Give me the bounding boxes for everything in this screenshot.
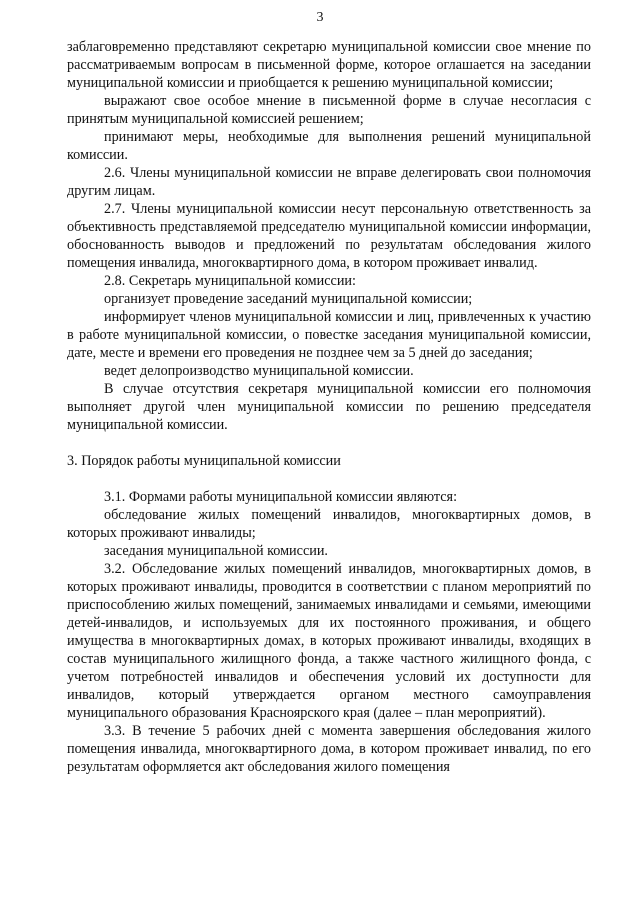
paragraph-records: ведет делопроизводство муниципальной комиссии. (104, 363, 414, 379)
paragraph-3-1: 3.1. Формами работы муниципальной комиссии являются: (104, 489, 458, 505)
paragraph-meetings: заседания муниципальной комиссии. (104, 543, 328, 559)
paragraph-secretary-absence: В случае отсутствия секретаря муниципальной комиссии его полномочия выполняет другой член муниципальной комиссии по решению председателя муниципальной комиссии. (67, 381, 591, 433)
paragraph-3-2: 3.2. Обследование жилых помещений инвалидов, многоквартирных домов, в которых проживают инвалиды, проводится в соответствии с планом мероприятий по приспособлению жилых помещений, занимаемых инвалидами и семьями, имеющими детей-инвалидов, и используемых для их постоянного проживания, и общего имущества в многоквартирных домах, в которых проживают инвалиды, входящих в состав муниципального жилищного фонда, а также частного жилищного фонда, с учетом потребностей инвалидов и обеспечения условий их доступности для инвалидов, который утверждается органом местного самоуправления муниципального образования Красноярского края (далее – план мероприятий). (67, 561, 591, 721)
paragraphs-before-heading (67, 38, 591, 434)
paragraph-measures: принимают меры, необходимые для выполнения решений муниципальной комиссии. (67, 129, 591, 163)
paragraph-dissent: выражают свое особое мнение в письменной форме в случае несогласия с принятым муниципальной комиссией решением; (67, 93, 591, 127)
paragraph-2-6: 2.6. Члены муниципальной комиссии не вправе делегировать свои полномочия другим лицам. (67, 165, 591, 199)
paragraph-informs: информирует членов муниципальной комиссии и лиц, привлеченных к участию в работе муниципальной комиссии, о повестке заседания муниципальной комиссии, дате, месте и времени его проведения не позднее чем за 5 дней до заседания; (67, 309, 591, 361)
paragraphs-after-heading (67, 488, 591, 776)
paragraph-2-7: 2.7. Члены муниципальной комиссии несут персональную ответственность за объективность представляемой председателю муниципальной комиссии информации, обоснованность выводов и предложений по результатам обследования жилого помещения инвалида, многоквартирного дома, в котором проживает инвалид. (67, 201, 591, 271)
document-body (67, 38, 591, 776)
paragraph-member-opinion: заблаговременно представляют секретарю муниципальной комиссии свое мнение по рассматриваемым вопросам в письменной форме, которое оглашается на заседании муниципальной комиссии и приобщается к решению муниципальной комиссии; (67, 39, 591, 91)
paragraph-inspection: обследование жилых помещений инвалидов, многоквартирных домов, в которых проживают инвалиды; (67, 507, 591, 541)
section-heading: 3. Порядок работы муниципальной комиссии (67, 453, 341, 469)
paragraph-2-8: 2.8. Секретарь муниципальной комиссии: (104, 273, 356, 289)
paragraph-organizes: организует проведение заседаний муниципальной комиссии; (104, 291, 473, 307)
paragraph-3-3: 3.3. В течение 5 рабочих дней с момента завершения обследования жилого помещения инвалида, многоквартирного дома, в котором проживает инвалид, по его результатам оформляется акт обследования жилого помещения (67, 723, 591, 775)
page-number: 3 (316, 10, 324, 25)
